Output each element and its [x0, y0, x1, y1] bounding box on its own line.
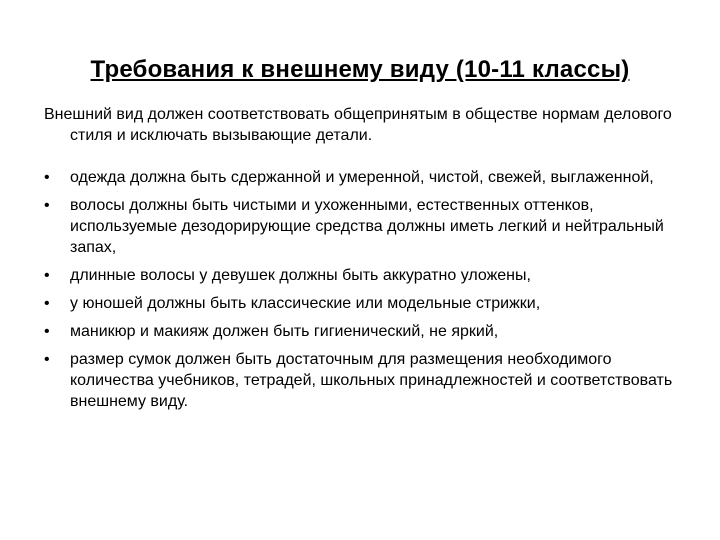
bullet-marker: •: [44, 323, 50, 340]
bullet-marker: •: [44, 295, 50, 312]
list-item-text: длинные волосы у девушек должны быть аккуратно уложены,: [70, 267, 531, 284]
requirements-list: [44, 167, 684, 412]
list-item-text: волосы должны быть чистыми и ухоженными, естественных оттенков, используемые дезодорирующие средства должны иметь легкий и нейтральный запах,: [70, 197, 664, 256]
list-item: [44, 195, 684, 258]
bullet-marker: •: [44, 197, 50, 214]
list-item: [44, 167, 684, 188]
list-item-text: у юношей должны быть классические или модельные стрижки,: [70, 295, 541, 312]
slide-body: [44, 104, 684, 419]
list-item: [44, 349, 684, 412]
bullet-marker: •: [44, 267, 50, 284]
list-item: [44, 265, 684, 286]
list-item-text: размер сумок должен быть достаточным для размещения необходимого количества учебников, тетрадей, школьных принадлежностей и соответствовать внешнему виду.: [70, 351, 673, 410]
list-item: [44, 321, 684, 342]
bullet-marker: •: [44, 169, 50, 186]
slide-title: Требования к внешнему виду (10-11 классы): [90, 56, 630, 83]
intro-paragraph: Внешний вид должен соответствовать общепринятым в обществе нормам делового стиля и исключать вызывающие детали.: [44, 106, 672, 144]
list-item: [44, 293, 684, 314]
list-item-text: маникюр и макияж должен быть гигиенический, не яркий,: [70, 323, 499, 340]
list-item-text: одежда должна быть сдержанной и умеренной, чистой, свежей, выглаженной,: [70, 169, 654, 186]
bullet-marker: •: [44, 351, 50, 368]
